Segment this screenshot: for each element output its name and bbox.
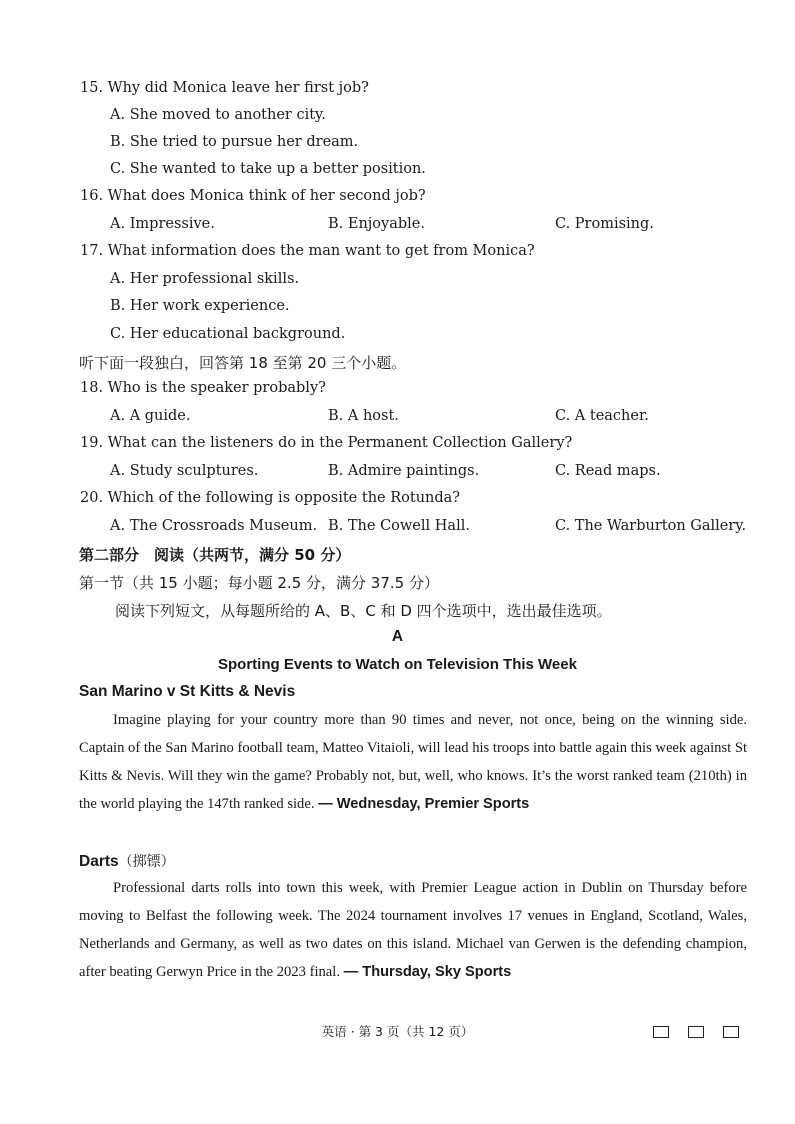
q15-option-b: B. She tried to pursue her dream. bbox=[110, 134, 359, 150]
passage-title: Sporting Events to Watch on Television This Week bbox=[218, 656, 577, 673]
q20-option-a: A. The Crossroads Museum. bbox=[110, 518, 318, 534]
paragraph-san-marino: Imagine playing for your country more than 90 times and never, not once, being on the winning side. Captain of the San Marino football team, Matteo Vitaioli, will lead his troops into battle again this week against St Kitts & Nevis. Will they win the game? Probably not, but, well, who knows. It’s the worst ranked team (210th) in the world playing the 147th ranked side. — Wednesday, Premier Sports bbox=[79, 712, 748, 812]
question-19: 19. What can the listeners do in the Permanent Collection Gallery? bbox=[80, 435, 573, 451]
paragraph-darts: Professional darts rolls into town this week, with Premier League action in Dublin on Thursday before moving to Belfast the following week. The 2024 tournament involves 17 venues in England, Scotland, Wales, Netherlands and Germany, as well as two dates on this island. Michael van Gerwen is the defending champion, after beating Gerwyn Price in the 2023 final. — Thursday, Sky Sports bbox=[79, 880, 747, 980]
q19-option-a: A. Study sculptures. bbox=[110, 463, 259, 479]
page-footer: 英语 · 第 3 页（共 12 页） bbox=[321, 1024, 474, 1039]
section-one-heading: 第一节（共 15 小题；每小题 2.5 分，满分 37.5 分） bbox=[79, 574, 439, 592]
section-heading-darts: Darts（掷镖） bbox=[79, 853, 175, 870]
q18-option-c: C. A teacher. bbox=[555, 408, 649, 424]
question-17: 17. What information does the man want to get from Monica? bbox=[80, 243, 535, 259]
reading-directions: 阅读下列短文，从每题所给的 A、B、C 和 D 四个选项中，选出最佳选项。 bbox=[115, 602, 612, 620]
score-box-1 bbox=[653, 1026, 669, 1038]
score-box-2 bbox=[688, 1026, 704, 1038]
q17-option-c: C. Her educational background. bbox=[110, 326, 346, 342]
q15-option-c: C. She wanted to take up a better position. bbox=[110, 161, 426, 177]
schedule-thursday: — Thursday, Sky Sports bbox=[343, 964, 512, 980]
q18-option-b: B. A host. bbox=[328, 408, 399, 424]
section-heading-san-marino: San Marino v St Kitts & Nevis bbox=[79, 683, 296, 700]
question-16: 16. What does Monica think of her second job? bbox=[80, 188, 426, 204]
question-20: 20. Which of the following is opposite the Rotunda? bbox=[80, 490, 461, 506]
question-15: 15. Why did Monica leave her first job? bbox=[80, 80, 369, 96]
q17-option-b: B. Her work experience. bbox=[110, 298, 290, 314]
monologue-instruction: 听下面一段独白，回答第 18 至第 20 三个小题。 bbox=[79, 354, 407, 372]
q19-option-b: B. Admire paintings. bbox=[328, 463, 480, 479]
question-18: 18. Who is the speaker probably? bbox=[80, 380, 326, 396]
q19-option-c: C. Read maps. bbox=[555, 463, 661, 479]
passage-letter: A bbox=[391, 628, 404, 645]
q15-option-a: A. She moved to another city. bbox=[110, 107, 326, 123]
q16-option-b: B. Enjoyable. bbox=[328, 216, 425, 232]
q20-option-c: C. The Warburton Gallery. bbox=[555, 518, 747, 534]
q16-option-c: C. Promising. bbox=[555, 216, 654, 232]
score-box-3 bbox=[723, 1026, 739, 1038]
q17-option-a: A. Her professional skills. bbox=[110, 271, 300, 287]
q16-option-a: A. Impressive. bbox=[110, 216, 215, 232]
q20-option-b: B. The Cowell Hall. bbox=[328, 518, 470, 534]
schedule-wednesday: — Wednesday, Premier Sports bbox=[318, 796, 530, 812]
q18-option-a: A. A guide. bbox=[110, 408, 191, 424]
part-two-heading: 第二部分 阅读（共两节，满分 50 分） bbox=[79, 546, 351, 564]
